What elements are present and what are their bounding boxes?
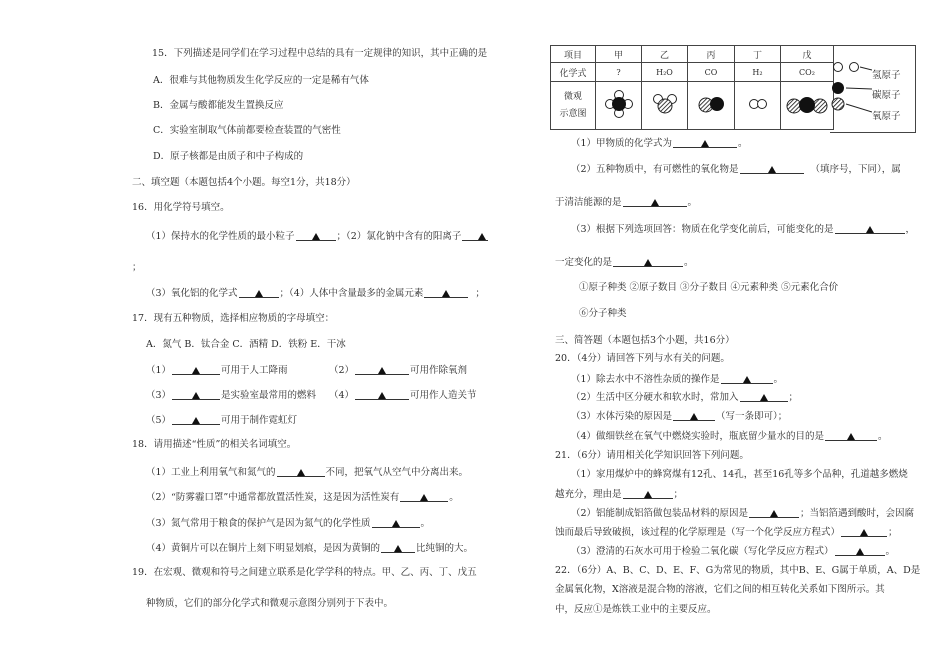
q20-1-text: （1）除去水中不溶性杂质的操作是 — [571, 374, 720, 385]
q19-1-text: （1）甲物质的化学式为 — [571, 138, 673, 149]
q17-item4-no: （4） — [329, 390, 355, 401]
q18-2-end: 。 — [449, 492, 459, 503]
hydrogen-molecule-icon — [738, 84, 778, 124]
formula-bing: CO — [688, 63, 735, 82]
triangle-marker-icon — [297, 469, 305, 476]
q20-4-end: 。 — [878, 431, 888, 442]
answer-blank[interactable] — [835, 545, 885, 556]
triangle-marker-icon — [743, 376, 751, 383]
q18-2-text: （2）“防雾霾口罩”中通常都放置活性炭，这是因为活性炭有 — [146, 492, 400, 503]
section-two-heading: 二、填空题（本题包括4个小题。每空1分，共18分） — [132, 177, 356, 188]
q17-row1-right — [329, 364, 467, 377]
q16-part1-text: （1）保持水的化学性质的最小粒子 — [146, 231, 295, 242]
q16-line2-end: ； — [475, 288, 485, 299]
q19-1-end: 。 — [738, 138, 748, 149]
q17-item1-no: （1） — [146, 365, 172, 376]
answer-blank[interactable] — [623, 196, 687, 207]
q16-line2 — [146, 287, 485, 300]
q17-stem: 17．现有五种物质，选择相应物质的字母填空： — [132, 313, 335, 324]
q16-part4-text: ；（4）人体中含量最多的金属元素 — [279, 288, 424, 299]
q18-line2 — [146, 491, 459, 504]
q19-part2-cont — [555, 196, 697, 209]
formula-yi: H₂O — [642, 63, 688, 82]
q21-line2-cont — [555, 526, 898, 539]
table-header-wu: 戊 — [781, 46, 834, 63]
q19-stem-line2: 种物质，它们的部分化学式和微观示意图分别列于下表中。 — [146, 598, 394, 609]
q20-3-end: （写一条即可）； — [716, 411, 788, 422]
q17-row2 — [146, 389, 316, 402]
molecule-ding-cell — [735, 82, 781, 130]
q19-2-text: （2）五种物质中，有可燃性的氧化物是 — [571, 164, 739, 175]
q19-part2 — [571, 163, 901, 176]
q20-stem: 20．（4分）请回答下列与水有关的问题。 — [555, 353, 730, 364]
legend-symbols-icon — [830, 46, 872, 132]
legend-hydrogen-label: 氢原子 — [872, 70, 901, 81]
triangle-marker-icon — [760, 394, 768, 401]
triangle-marker-icon — [651, 199, 659, 206]
triangle-marker-icon — [192, 392, 200, 399]
water-molecule-icon — [645, 84, 685, 124]
legend-oxygen-label: 氧原子 — [872, 111, 901, 122]
triangle-marker-icon — [192, 417, 200, 424]
atom-legend — [830, 45, 916, 133]
answer-blank[interactable] — [721, 373, 773, 384]
triangle-marker-icon — [644, 491, 652, 498]
molecule-table — [550, 45, 834, 130]
answer-blank[interactable] — [749, 507, 799, 518]
table-header-item: 项目 — [551, 46, 596, 63]
triangle-marker-icon — [392, 520, 400, 527]
triangle-marker-icon — [856, 548, 864, 555]
answer-blank[interactable] — [825, 430, 877, 441]
q17-item3-no: （3） — [146, 390, 172, 401]
carbon-monoxide-molecule-icon — [691, 84, 731, 124]
q18-3-end: 。 — [420, 518, 431, 529]
diagram-label-line1: 微观 — [563, 91, 582, 102]
q16-part2-text: ；（2）氯化钠中含有的阳离子 — [336, 231, 462, 242]
answer-blank[interactable] — [673, 410, 715, 421]
q15-option-c: C．实验室制取气体前都要检查装置的气密性 — [153, 125, 341, 136]
q19-2-end: 。 — [687, 197, 698, 208]
triangle-marker-icon — [860, 529, 868, 536]
answer-blank[interactable] — [355, 389, 409, 400]
triangle-marker-icon — [644, 259, 652, 266]
q18-1-end: 不同，把氧气从空气中分离出来。 — [325, 467, 469, 478]
q15-option-a: A．很难与其他物质发生化学反应的一定是稀有气体 — [153, 75, 369, 86]
triangle-marker-icon — [847, 433, 855, 440]
q18-4-end: 比纯铜的大。 — [416, 543, 474, 554]
q20-line2 — [571, 391, 798, 404]
answer-blank[interactable] — [673, 137, 737, 148]
q22-line2: 金属氧化物，X溶液是混合物的溶液，它们之间的相互转化关系如下图所示。其 — [555, 584, 885, 595]
triangle-marker-icon — [378, 392, 386, 399]
q17-options: A．氮气 B．钛合金 C．酒精 D．铁粉 E．干冰 — [146, 339, 346, 350]
q19-2-cont-text: 于清洁能源的是 — [555, 197, 622, 208]
q17-item1-text: 可用于人工降雨 — [221, 365, 288, 376]
table-header-ding: 丁 — [735, 46, 781, 63]
q19-3-end: 。 — [684, 257, 694, 268]
q19-part3 — [571, 223, 915, 236]
carbon-dioxide-molecule-icon — [783, 84, 831, 124]
triangle-marker-icon — [312, 233, 320, 240]
q20-1-end: 。 — [773, 374, 784, 385]
diagram-label-line2: 示意图 — [559, 108, 587, 119]
q21-stem: 21．（6分）请用相关化学知识回答下列问题。 — [555, 450, 749, 461]
q17-item5-text: 可用于制作霓虹灯 — [221, 415, 298, 426]
q15-option-b: B．金属与酸都能发生置换反应 — [153, 100, 284, 111]
triangle-marker-icon — [420, 494, 428, 501]
q17-item4-text: 可用作人造关节 — [410, 390, 477, 401]
answer-blank[interactable] — [296, 230, 336, 241]
q19-2-mid: （填序号，下同），属 — [810, 164, 901, 175]
molecule-jia-cell — [596, 82, 642, 130]
answer-blank[interactable] — [277, 466, 325, 477]
section-three-heading: 三、简答题（本题包括3个小题，共16分） — [555, 335, 735, 346]
formula-jia: ? — [596, 63, 642, 82]
triangle-marker-icon — [690, 413, 698, 420]
answer-blank[interactable] — [841, 526, 887, 537]
q20-3-text: （3）水体污染的原因是 — [571, 411, 673, 422]
q22-line1: 22．（6分）A、B、C、D、E、F、G为常见的物质，其中B、E、G属于单质，A、D是 — [555, 565, 921, 576]
q17-item3-text: 是实验室最常用的燃料 — [221, 390, 317, 401]
answer-blank[interactable] — [172, 414, 220, 425]
answer-blank[interactable] — [239, 287, 279, 298]
q19-3-text: （3）根据下列选项回答：物质在化学变化前后，可能变化的是 — [571, 224, 834, 235]
methane-molecule-icon — [599, 84, 639, 124]
q15-option-d: D．原子核都是由质子和中子构成的 — [153, 151, 304, 162]
triangle-marker-icon — [192, 367, 200, 374]
answer-blank[interactable] — [462, 230, 488, 241]
table-header-yi: 乙 — [642, 46, 688, 63]
q20-2-end: ； — [788, 392, 799, 403]
q17-item5-no: （5） — [146, 415, 172, 426]
q20-2-text: （2）生活中区分硬水和软水时，常加入 — [571, 392, 739, 403]
triangle-marker-icon — [394, 545, 402, 552]
q21-2-cont-text: 蚀而最后导致破损，该过程的化学原理是（写一个化学反应方程式） — [555, 527, 841, 538]
q21-2-end: ； — [888, 527, 898, 538]
q16-stem: 16．用化学符号填空。 — [132, 202, 230, 213]
triangle-marker-icon — [255, 290, 263, 297]
q21-1-cont-text: 越充分，理由是 — [555, 489, 622, 500]
triangle-marker-icon — [478, 233, 486, 240]
q21-line1-cont — [555, 488, 683, 501]
triangle-marker-icon — [768, 166, 776, 173]
q17-row2-right — [329, 389, 477, 402]
q19-3-mid: ， — [905, 224, 916, 235]
q20-line4 — [571, 430, 888, 443]
q21-2-text: （2）铝能制成铝箔做包装品材料的原因是 — [571, 508, 749, 519]
table-diagram-label — [551, 82, 596, 130]
q17-item2-no: （2） — [329, 365, 355, 376]
q18-1-text: （1）工业上利用氧气和氮气的 — [146, 467, 276, 478]
q19-options-row2: ⑥分子种类 — [579, 308, 627, 319]
answer-blank[interactable] — [424, 287, 468, 298]
answer-blank[interactable] — [355, 364, 409, 375]
q16-part3-text: （3）氧化铝的化学式 — [146, 288, 238, 299]
triangle-marker-icon — [866, 226, 874, 233]
answer-blank[interactable] — [372, 517, 420, 528]
answer-blank[interactable] — [172, 389, 220, 400]
answer-blank[interactable] — [381, 542, 415, 553]
formula-ding: H₂ — [735, 63, 781, 82]
q17-row1 — [146, 364, 288, 377]
legend-carbon-label: 碳原子 — [872, 90, 901, 101]
q21-line3 — [571, 545, 895, 558]
answer-blank[interactable] — [623, 488, 673, 499]
answer-blank[interactable] — [835, 223, 905, 234]
q15-stem: 15．下列描述是同学们在学习过程中总结的具有一定规律的知识，其中正确的是 — [152, 48, 488, 59]
q21-2-mid: ；当铝箔遇到酸时，会因腐 — [800, 508, 915, 519]
q17-row3 — [146, 414, 297, 427]
triangle-marker-icon — [442, 290, 450, 297]
q16-line1 — [146, 230, 489, 243]
q22-line3: 中，反应①是炼铁工业中的主要反应。 — [555, 604, 717, 615]
q21-1-end: ； — [673, 489, 684, 500]
answer-blank[interactable] — [740, 163, 804, 174]
q17-item2-text: 可用作除氧剂 — [410, 365, 468, 376]
q18-line1 — [146, 466, 468, 479]
answer-blank[interactable] — [172, 364, 220, 375]
q19-stem-line1: 19．在宏观、微观和符号之间建立联系是化学学科的特点。甲、乙、丙、丁、戊五 — [132, 567, 477, 578]
table-header-bing: 丙 — [688, 46, 735, 63]
formula-wu: CO₂ — [781, 63, 834, 82]
answer-blank[interactable] — [400, 491, 448, 502]
triangle-marker-icon — [770, 510, 778, 517]
molecule-bing-cell — [688, 82, 735, 130]
molecule-yi-cell — [642, 82, 688, 130]
q21-3-text: （3）澄清的石灰水可用于检验二氧化碳（写化学反应方程式） — [571, 546, 834, 557]
q19-part3-cont — [555, 256, 694, 269]
q20-line1 — [571, 373, 783, 386]
q21-line2 — [571, 507, 914, 520]
q19-3-cont-text: 一定变化的是 — [555, 257, 613, 268]
q16-line1-end: ； — [132, 262, 142, 273]
q19-options-row1: ①原子种类 ②原子数目 ③分子数目 ④元素种类 ⑤元素化合价 — [579, 282, 839, 293]
answer-blank[interactable] — [613, 256, 683, 267]
q20-4-text: （4）做细铁丝在氧气中燃烧实验时，瓶底留少量水的目的是 — [571, 431, 825, 442]
triangle-marker-icon — [378, 367, 386, 374]
q18-3-text: （3）氮气常用于粮食的保护气是因为氮气的化学性质 — [146, 518, 371, 529]
q18-line4 — [146, 542, 473, 555]
table-header-jia: 甲 — [596, 46, 642, 63]
molecule-wu-cell — [781, 82, 834, 130]
q18-line3 — [146, 517, 430, 530]
q18-stem: 18．请用描述“性质”的相关名词填空。 — [132, 439, 297, 450]
table-formula-label: 化学式 — [551, 63, 596, 82]
q21-line1: （1）家用煤炉中的蜂窝煤有12孔、14孔，甚至16孔等多个品种，孔道越多燃烧 — [571, 469, 908, 480]
q18-4-text: （4）黄铜片可以在铜片上刻下明显划痕，是因为黄铜的 — [146, 543, 381, 554]
q20-line3 — [571, 410, 787, 423]
q21-3-end: 。 — [885, 546, 896, 557]
q19-part1 — [571, 137, 748, 150]
triangle-marker-icon — [701, 140, 709, 147]
answer-blank[interactable] — [740, 391, 788, 402]
